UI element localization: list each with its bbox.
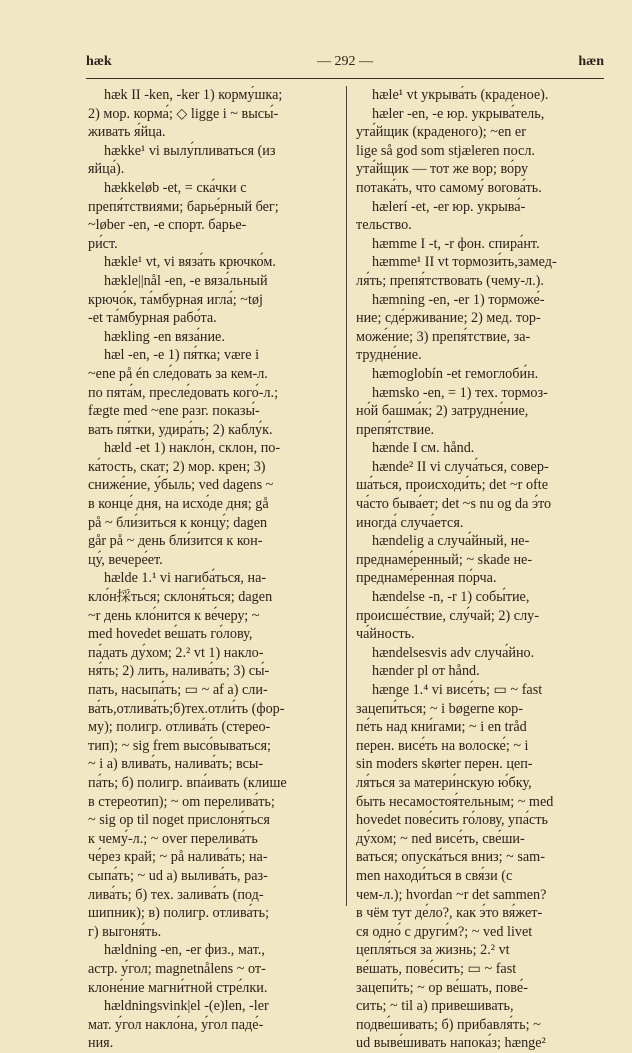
entry-continuation-line: ~ sig op til noget прислоня́ться bbox=[88, 812, 270, 829]
entry-continuation-line: ча́йность. bbox=[356, 626, 415, 643]
entry-line: hændelse -n, -r 1) собы́тие, bbox=[372, 589, 530, 606]
entry-line: hælde 1.¹ vi нагиба́ться, на- bbox=[104, 570, 267, 587]
entry-continuation-line: в конце́ дня, на исхо́де дня; gå bbox=[88, 496, 269, 513]
entry-continuation-line: кло́н採ться; склоня́ться; dagen bbox=[88, 589, 273, 606]
entry-continuation-line: ута́йщик — тот же вор; во́ру bbox=[356, 161, 529, 178]
entry-line: hæle¹ vt укрыва́ть (краденое). bbox=[372, 87, 549, 103]
left-column bbox=[88, 86, 340, 1053]
entry-continuation-line: på ~ бли́зиться к концу́; dagen bbox=[88, 514, 268, 531]
entry-continuation-line: астр. у́гол; magnetnålens ~ от- bbox=[88, 960, 266, 977]
entry-continuation-line: пе́ть над кни́гами; ~ i en tråd bbox=[356, 719, 527, 736]
entry-line: hældningsvink|el -(e)len, -ler bbox=[104, 998, 269, 1015]
entry-line: hældning -en, -er физ., мат., bbox=[104, 942, 265, 959]
entry-line: hændelsesvis adv случа́йно. bbox=[372, 644, 535, 661]
entry-continuation-line: мат. у́гол накло́на, у́гол паде́- bbox=[88, 1016, 264, 1033]
entry-continuation-line: клоне́ние магни́тной стре́лки. bbox=[88, 979, 268, 996]
column-divider bbox=[346, 86, 347, 906]
entry-continuation-line: г) выгоня́ть. bbox=[88, 923, 162, 940]
header-last-word: hæn bbox=[578, 54, 604, 69]
header-first-word: hæk bbox=[86, 54, 112, 69]
entry-continuation-line: преднаме́ренный; ~ skade не- bbox=[356, 551, 533, 568]
entry-continuation-line: ша́ться, происходи́ть; det ~r ofte bbox=[356, 477, 549, 494]
entry-continuation-line: -et та́мбурная рабо́та. bbox=[88, 310, 217, 327]
entry-line: hækkeløb -et, = ска́чки с bbox=[104, 179, 247, 196]
entry-continuation-line: зацепи́ть; ~ op ве́шать, пове́- bbox=[356, 979, 528, 996]
entry-line: hænde² II vi случа́ться, совер- bbox=[372, 458, 549, 475]
entry-continuation-line: ду́хом; ~ ned висе́ть, све́ши- bbox=[356, 830, 525, 847]
entry-continuation-line: потака́ть, что самому́ вorова́ть. bbox=[356, 179, 542, 196]
entry-continuation-line: ля́ться за матери́нскую ю́бку, bbox=[356, 774, 532, 791]
entry-continuation-line: иногда́ случа́ется. bbox=[356, 514, 464, 531]
entry-line: hænde I см. hånd. bbox=[372, 440, 475, 457]
entry-continuation-line: но́й башма́к; 2) затрудне́ние, bbox=[356, 403, 529, 420]
entry-continuation-line: men находи́ться в свя́зи (с bbox=[356, 867, 513, 884]
entry-continuation-line: сить; ~ til а) привешивать, bbox=[356, 998, 514, 1015]
entry-line: hænge 1.⁴ vi висе́ть; ▭ ~ fast bbox=[372, 682, 543, 698]
entry-continuation-line: sin moders skørter перен. цеп- bbox=[356, 756, 533, 773]
entry-continuation-line: происше́ствие, слу́чай; 2) слу- bbox=[356, 607, 539, 624]
entry-continuation-line: препя́тствие. bbox=[356, 421, 435, 438]
entry-line: hænder pl от hånd. bbox=[372, 663, 480, 680]
entry-continuation-line: ~ene på én сле́довать за кем-л. bbox=[88, 365, 268, 382]
entry-continuation-line: ваться; опуска́ться вниз; ~ sam- bbox=[356, 849, 545, 866]
entry-continuation-line: подве́шивать; б) прибавля́ть; ~ bbox=[356, 1016, 541, 1033]
entry-continuation-line: крючо́к, та́мбурная игла́; ~tøj bbox=[88, 291, 263, 308]
entry-line: hæl -en, -e 1) пя́тка; være i bbox=[104, 347, 260, 364]
right-column bbox=[356, 86, 608, 1053]
entry-continuation-line: сниже́ние, у́быль; ved dagens ~ bbox=[88, 477, 274, 494]
entry-continuation-line: тип); ~ sig frem высо́вываться; bbox=[88, 737, 271, 754]
entry-continuation-line: ва́ть,отлива́ть;б)тех.отли́ть (фор- bbox=[88, 700, 285, 717]
entry-continuation-line: препя́тствиями; барье́рный бег; bbox=[88, 198, 279, 215]
entry-continuation-line: чем-л.); hvordan ~r det sammen? bbox=[356, 886, 547, 903]
entry-continuation-line: зацепи́ться; ~ i bøgerne кор- bbox=[356, 700, 523, 717]
entry-continuation-line: ута́йщик (краденого); ~en er bbox=[356, 124, 526, 141]
entry-line: hændelig а случа́йный, не- bbox=[372, 533, 530, 550]
entry-line: hæld -et 1) накло́н, склон, по- bbox=[104, 440, 281, 457]
entry-line: hæmoglobín -et гемоглоби́н. bbox=[372, 365, 539, 382]
entry-continuation-line: па́дать ду́хом; 2.² vt 1) накло- bbox=[88, 644, 264, 661]
entry-line: hæk II -ken, -ker 1) корму́шка; bbox=[104, 87, 283, 103]
entry-continuation-line: шипник); в) полигр. отлива́ть; bbox=[88, 905, 270, 922]
entry-continuation-line: сыпа́ть; ~ ud а) вылива́ть, раз- bbox=[88, 867, 268, 884]
entry-line: hæler -en, -e юр. укрыва́тель, bbox=[372, 105, 545, 122]
entry-continuation-line: fægte med ~ene разг. показы́- bbox=[88, 403, 260, 420]
entry-continuation-line: ud выве́шивать напока́з; hænge² bbox=[356, 1035, 546, 1052]
entry-continuation-line: ня́ть; 2) лить, налива́ть; 3) сы́- bbox=[88, 663, 270, 680]
entry-line: hække¹ vi вылу́пливаться (из bbox=[104, 142, 276, 159]
entry-continuation-line: живать я́йца. bbox=[88, 124, 166, 141]
entry-continuation-line: вать пя́тки, удира́ть; 2) каблу́к. bbox=[88, 421, 273, 438]
entry-continuation-line: med hovedet ве́шать го́лову, bbox=[88, 626, 253, 643]
entry-continuation-line: ния. bbox=[88, 1035, 114, 1052]
entry-line: hæmme¹ II vt тормози́ть,замед- bbox=[372, 254, 557, 271]
entry-continuation-line: ние; сде́рживание; 2) мед. тор- bbox=[356, 310, 541, 327]
page-number: — 292 — bbox=[317, 54, 373, 69]
entry-continuation-line: ~r день кло́нится к ве́черу; ~ bbox=[88, 607, 260, 624]
entry-continuation-line: тельство. bbox=[356, 217, 412, 234]
entry-line: hækling -en вяза́ние. bbox=[104, 328, 225, 345]
entry-continuation-line: в стереотип); ~ om перелива́ть; bbox=[88, 793, 275, 810]
page-header bbox=[86, 54, 604, 76]
entry-continuation-line: hovedet пове́сить го́лову, упа́сть bbox=[356, 812, 548, 829]
entry-continuation-line: па́ть; б) полигр. впа́ивать (клише bbox=[88, 774, 287, 791]
entry-continuation-line: ча́сто быва́ет; det ~s nu og da э́то bbox=[356, 496, 552, 513]
entry-line: hæmning -en, -er 1) торможе́- bbox=[372, 291, 545, 308]
entry-continuation-line: яйца́). bbox=[88, 161, 125, 178]
entry-continuation-line: går på ~ день бли́зится к кон- bbox=[88, 533, 263, 550]
entry-continuation-line: ве́шать, пове́сить; ▭ ~ fast bbox=[356, 960, 517, 977]
entry-continuation-line: ри́ст. bbox=[88, 235, 118, 252]
entry-continuation-line: цепля́ться за жизнь; 2.² vt bbox=[356, 942, 510, 959]
entry-continuation-line: к чему́-л.; ~ over перелива́ть bbox=[88, 830, 258, 847]
entry-continuation-line: цу́, вечере́ет. bbox=[88, 551, 163, 568]
header-rule bbox=[86, 78, 604, 79]
entry-continuation-line: му); полигр. отлива́ть (стерео- bbox=[88, 719, 271, 736]
entry-continuation-line: ~ i а) влива́ть, налива́ть; всы- bbox=[88, 756, 264, 773]
entry-continuation-line: быть несамостоя́тельным; ~ med bbox=[356, 793, 554, 810]
entry-continuation-line: лива́ть; б) тех. залива́ть (под- bbox=[88, 886, 264, 903]
entry-continuation-line: трудне́ние. bbox=[356, 347, 422, 364]
entry-continuation-line: ка́тость, скат; 2) мор. крен; 3) bbox=[88, 458, 266, 475]
entry-continuation-line: пать, насыпа́ть; ▭ ~ af а) сли- bbox=[88, 682, 268, 698]
entry-continuation-line: ся одно́ с други́м?; ~ ved livet bbox=[356, 923, 533, 940]
entry-continuation-line: lige så god som stjæleren посл. bbox=[356, 142, 535, 159]
entry-continuation-line: по пята́м, пресле́довать кого́-л.; bbox=[88, 384, 279, 401]
entry-continuation-line: преднаме́ренная по́рча. bbox=[356, 570, 497, 587]
entry-continuation-line: ля́ть; препя́тствовать (чему-л.). bbox=[356, 272, 544, 289]
entry-line: hæmsko -en, = 1) тех. тормоз- bbox=[372, 384, 548, 401]
entry-continuation-line: перен. висе́ть на волоске́; ~ i bbox=[356, 737, 529, 754]
entry-continuation-line: 2) мор. корма́; ◇ ligge i ~ высы́- bbox=[88, 105, 279, 122]
entry-continuation-line: ~løber -en, -e спорт. барье- bbox=[88, 217, 247, 234]
entry-line: hækle¹ vt, vi вяза́ть крючко́м. bbox=[104, 254, 276, 271]
entry-line: hælerí -et, -er юр. укрыва́- bbox=[372, 198, 526, 215]
entry-line: hækle||nål -en, -e вяза́льный bbox=[104, 272, 268, 289]
entry-line: hæmme I -t, -r фон. спира́нт. bbox=[372, 235, 540, 252]
entry-continuation-line: в чём тут де́ло?, как э́то вя́жет- bbox=[356, 905, 543, 922]
entry-continuation-line: може́ние; 3) препя́тствие, за- bbox=[356, 328, 531, 345]
entry-continuation-line: че́рез край; ~ på налива́ть; на- bbox=[88, 849, 268, 866]
